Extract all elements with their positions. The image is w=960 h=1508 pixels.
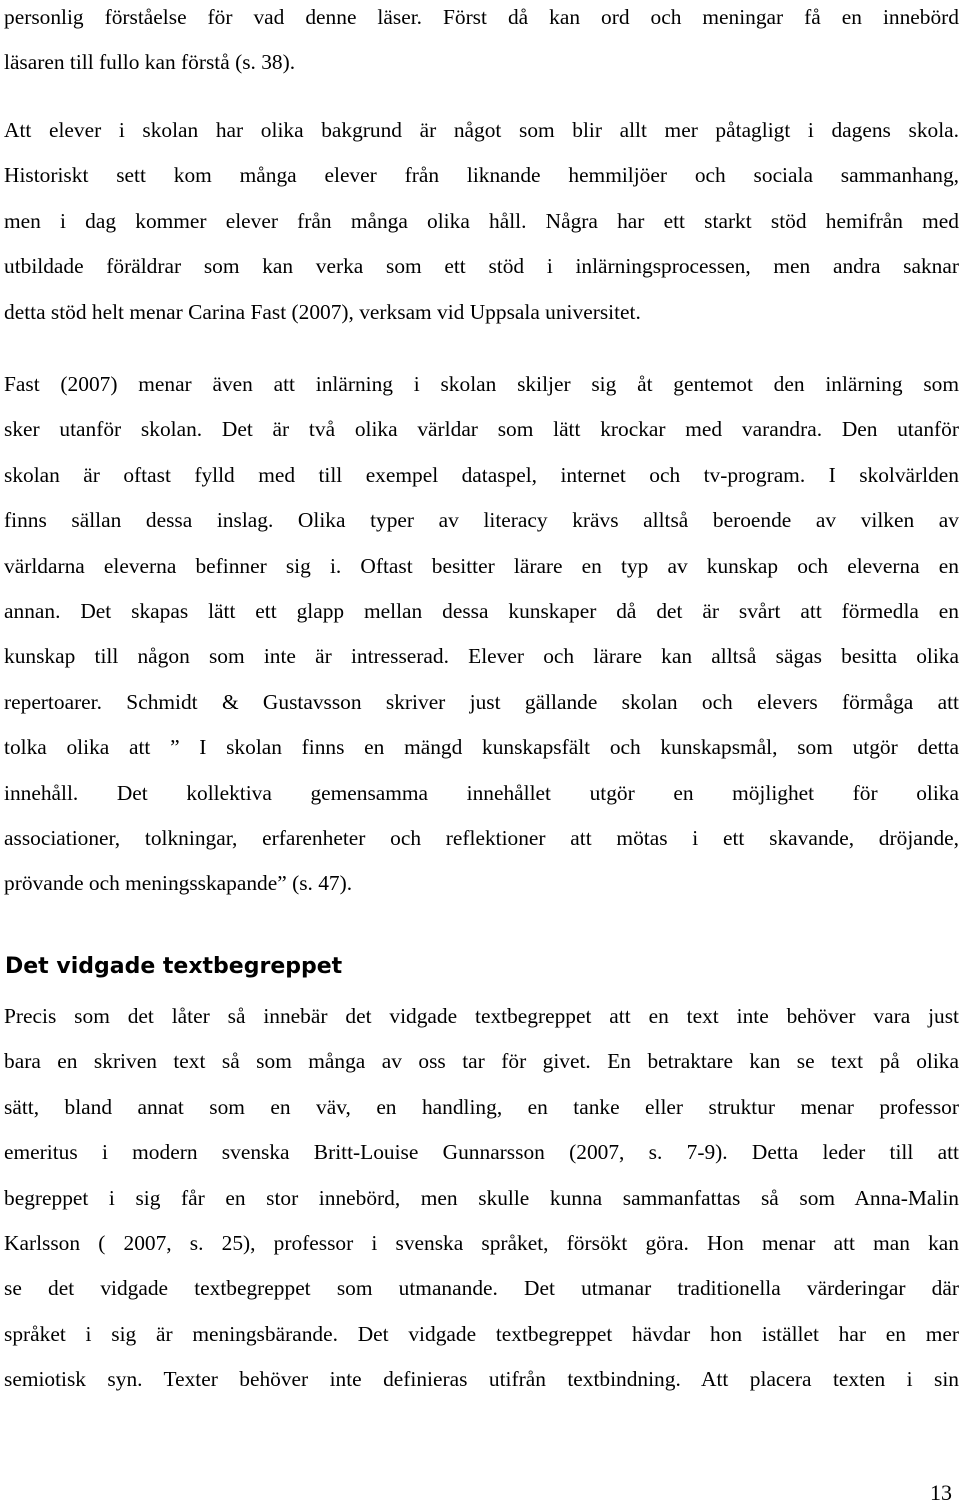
text-line: Karlsson ( 2007, s. 25), professor i svenska språket, försökt göra. Hon menar att man kan (4, 1230, 959, 1255)
text-line: kunskap till någon som inte är intresserad. Elever och lärare kan alltså sägas besitta olika (4, 644, 959, 669)
text-line: Att elever i skolan har olika bakgrund är något som blir allt mer påtagligt i dagens skola. (4, 118, 959, 142)
text-line: bara en skriven text så som många av oss tar för givet. En betraktare kan se text på olika (4, 1049, 959, 1074)
text-line: begreppet i sig får en stor innebörd, men skulle kunna sammanfattas så som Anna-Malin (4, 1185, 959, 1210)
section-heading: Det vidgade textbegreppet (5, 954, 343, 979)
text-line: världarna eleverna befinner sig i. Oftast besitter lärare en typ av kunskap och eleverna en (4, 553, 959, 578)
text-line: Precis som det låter så innebär det vidgade textbegreppet att en text inte behöver vara just (4, 1004, 959, 1028)
text-line: men i dag kommer elever från många olika håll. Några har ett starkt stöd hemifrån med (4, 208, 959, 233)
page-number: 13 (930, 1480, 952, 1505)
text-line: repertoarer. Schmidt & Gustavsson skriver just gällande skolan och elevers förmåga att (4, 689, 959, 714)
text-line: semiotisk syn. Texter behöver inte definieras utifrån textbindning. Att placera texten i sin (4, 1367, 959, 1392)
text-line: prövande och meningsskapande” (s. 47). (4, 871, 353, 896)
text-line: sker utanför skolan. Det är två olika världar som lätt krockar med varandra. Den utanför (4, 417, 959, 442)
text-line: Fast (2007) menar även att inlärning i skolan skiljer sig åt gentemot den inlärning som (4, 372, 959, 396)
text-line: tolka olika att ” I skolan finns en mängd kunskapsfält och kunskapsmål, som utgör detta (4, 735, 959, 760)
text-line: finns sällan dessa inslag. Olika typer av literacy krävs alltså beroende av vilken av (4, 508, 959, 533)
paragraph (4, 108, 959, 335)
text-line: se det vidgade textbegreppet som utmanande. Det utmanar traditionella värderingar där (4, 1276, 959, 1301)
text-line: språket i sig är meningsbärande. Det vidgade textbegreppet hävdar hon istället har en mer (4, 1321, 959, 1346)
text-line: personlig förståelse för vad denne läser. Först då kan ord och meningar få en innebörd (4, 5, 959, 29)
paragraph (4, 0, 959, 86)
text-line: detta stöd helt menar Carina Fast (2007), verksam vid Uppsala universitet. (4, 299, 641, 324)
text-line: annan. Det skapas lätt ett glapp mellan dessa kunskaper då det är svårt att förmedla en (4, 598, 959, 623)
text-line: läsaren till fullo kan förstå (s. 38). (4, 50, 296, 75)
text-line: emeritus i modern svenska Britt-Louise Gunnarsson (2007, s. 7-9). Detta leder till att (4, 1140, 959, 1165)
text-line: sätt, bland annat som en väv, en handling, en tanke eller struktur menar professor (4, 1094, 959, 1119)
paragraph (4, 362, 959, 907)
text-line: utbildade föräldrar som kan verka som ett stöd i inlärningsprocessen, men andra saknar (4, 254, 959, 279)
text-line: skolan är oftast fylld med till exempel dataspel, internet och tv-program. I skolvärlden (4, 462, 959, 487)
text-line: innehåll. Det kollektiva gemensamma innehållet utgör en möjlighet för olika (4, 780, 959, 805)
text-line: Historiskt sett kom många elever från liknande hemmiljöer och sociala sammanhang, (4, 163, 959, 188)
paragraph (4, 994, 959, 1403)
text-line: associationer, tolkningar, erfarenheter och reflektioner att mötas i ett skavande, dröjande, (4, 825, 959, 850)
